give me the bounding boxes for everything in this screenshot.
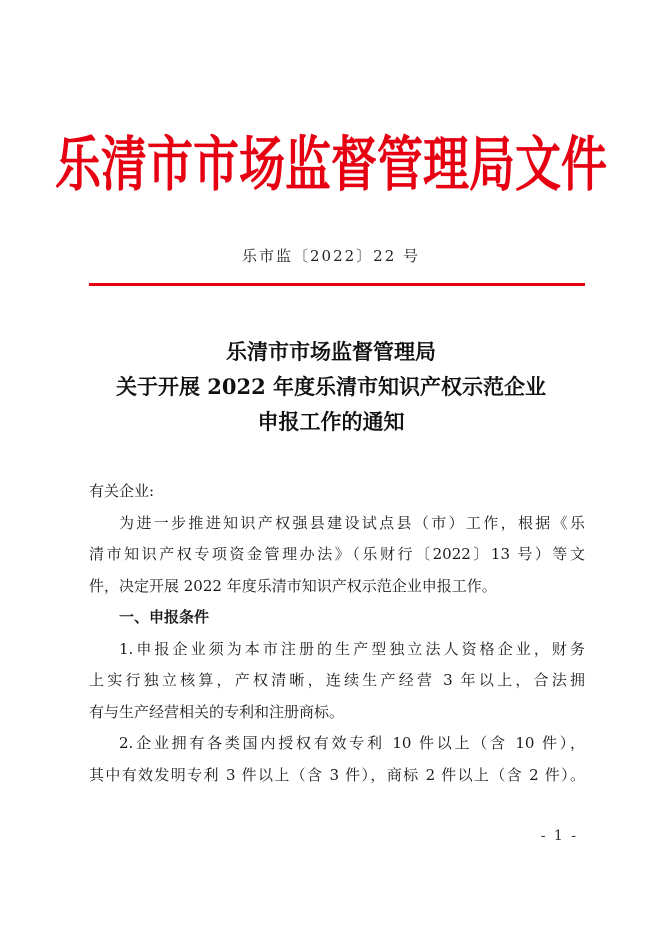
item2-line-2: 其中有效发明专利 3 件以上（含 3 件），商标 2 件以上（含 2 件）。 bbox=[89, 765, 585, 784]
item1-line-2: 上实行独立核算，产权清晰，连续生产经营 3 年以上，合法拥 bbox=[89, 671, 585, 689]
document-number: 乐市监〔2022〕22 号 bbox=[241, 247, 421, 265]
item1-line-3: 有与生产经营相关的专利和注册商标。 bbox=[89, 702, 345, 721]
masthead-title: 乐清市市场监督管理局文件 bbox=[55, 128, 607, 200]
red-divider-line bbox=[89, 283, 585, 286]
title-line-2: 关于开展 2022 年度乐清市知识产权示范企业 bbox=[115, 374, 547, 399]
intro-line-3: 件，决定开展 2022 年度乐清市知识产权示范企业申报工作。 bbox=[89, 576, 497, 595]
intro-line-1: 为进一步推进知识产权强县建设试点县（市）工作，根据《乐 bbox=[119, 513, 585, 532]
section-heading-conditions: 一、申报条件 bbox=[119, 608, 210, 626]
title-line-3: 申报工作的通知 bbox=[257, 409, 405, 434]
item1-line-1: 1.申报企业须为本市注册的生产型独立法人资格企业，财务 bbox=[119, 639, 585, 658]
intro-line-2: 清市知识产权专项资金管理办法》（乐财行〔2022〕13 号）等文 bbox=[89, 545, 585, 563]
item2-line-1: 2.企业拥有各类国内授权有效专利 10 件以上（含 10 件）， bbox=[119, 734, 585, 752]
notice-body bbox=[89, 476, 585, 791]
page-number: - 1 - bbox=[540, 828, 578, 844]
notice-title bbox=[0, 334, 662, 439]
title-line-1: 乐清市市场监督管理局 bbox=[226, 339, 436, 364]
salutation: 有关企业: bbox=[89, 482, 155, 500]
